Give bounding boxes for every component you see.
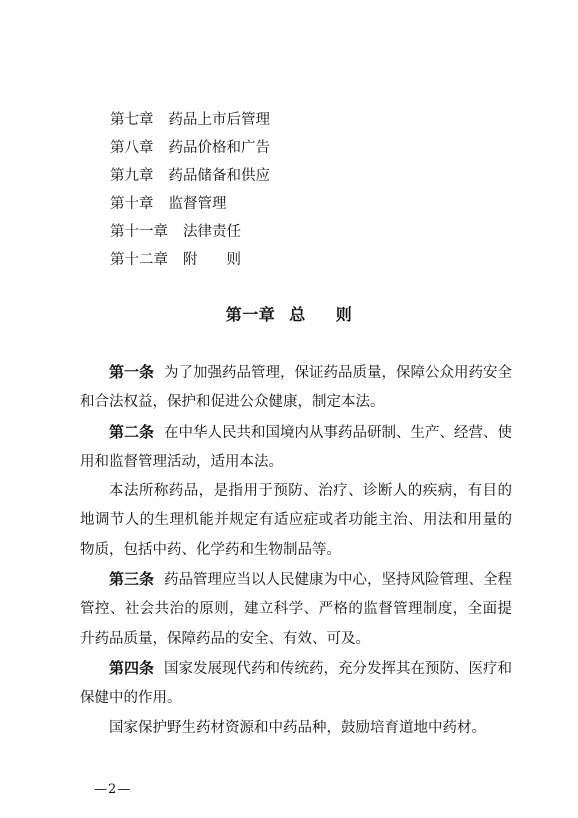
toc-chapter-number: 第十一章 (110, 224, 168, 240)
article-number: 第四条 (109, 658, 155, 677)
toc-item (110, 218, 270, 246)
article-number: 第三条 (109, 570, 155, 589)
chapter-title-part-2: 则 (335, 305, 353, 324)
chapter-body (80, 358, 512, 743)
toc-chapter-number: 第八章 (110, 140, 154, 156)
paragraph-text: 本法所称药品，是指用于预防、治疗、诊断人的疾病，有目的地调节人的生理机能并规定有适应症或者功能主治、用法和用量的物质，包括中药、化学药和生物制品等。 (80, 483, 512, 558)
article-text: 为了加强药品管理，保证药品质量，保障公众用药安全和合法权益，保护和促进公众健康，制定本法。 (80, 365, 513, 411)
toc-chapter-title: 药品储备和供应 (168, 168, 270, 184)
toc-chapter-title: 药品价格和广告 (168, 140, 270, 156)
chapter-heading (0, 302, 578, 325)
toc-chapter-number: 第九章 (110, 168, 154, 184)
toc-chapter-title: 监督管理 (168, 196, 227, 212)
article-number: 第一条 (109, 363, 155, 381)
toc-chapter-number: 第七章 (110, 112, 154, 128)
article-text: 在中华人民共和国境内从事药品研制、生产、经营、使用和监督管理活动，适用本法。 (80, 424, 513, 470)
toc-chapter-number: 第十章 (110, 196, 154, 212)
toc-chapter-title: 法律责任 (183, 224, 241, 240)
article-paragraph (80, 418, 512, 478)
article-text: 国家发展现代药和传统药，充分发挥其在预防、医疗和保健中的作用。 (80, 660, 513, 707)
toc-chapter-number: 第十二章 (110, 252, 168, 268)
article-paragraph (80, 358, 512, 418)
page-number: —2— (94, 782, 132, 797)
chapter-number: 第一章 (225, 305, 276, 324)
article-paragraph (80, 565, 512, 654)
paragraph (80, 714, 512, 743)
toc-item (110, 162, 270, 190)
table-of-contents (110, 106, 270, 274)
chapter-title-part-1: 总 (289, 305, 306, 324)
paragraph (80, 477, 512, 565)
toc-item (110, 106, 270, 134)
paragraph-text: 国家保护野生药材资源和中药品种，鼓励培育道地中药材。 (109, 719, 486, 736)
toc-item (110, 246, 270, 274)
toc-chapter-title: 药品上市后管理 (168, 112, 270, 128)
article-number: 第二条 (109, 422, 155, 441)
article-paragraph (80, 654, 512, 714)
toc-item (110, 190, 270, 218)
article-text: 药品管理应当以人民健康为中心，坚持风险管理、全程管控、社会共治的原则，建立科学、严格的监督管理制度，全面提升药品质量，保障药品的安全、有效、可及。 (80, 572, 513, 647)
toc-chapter-title: 附 则 (183, 252, 241, 268)
toc-item (110, 134, 270, 162)
